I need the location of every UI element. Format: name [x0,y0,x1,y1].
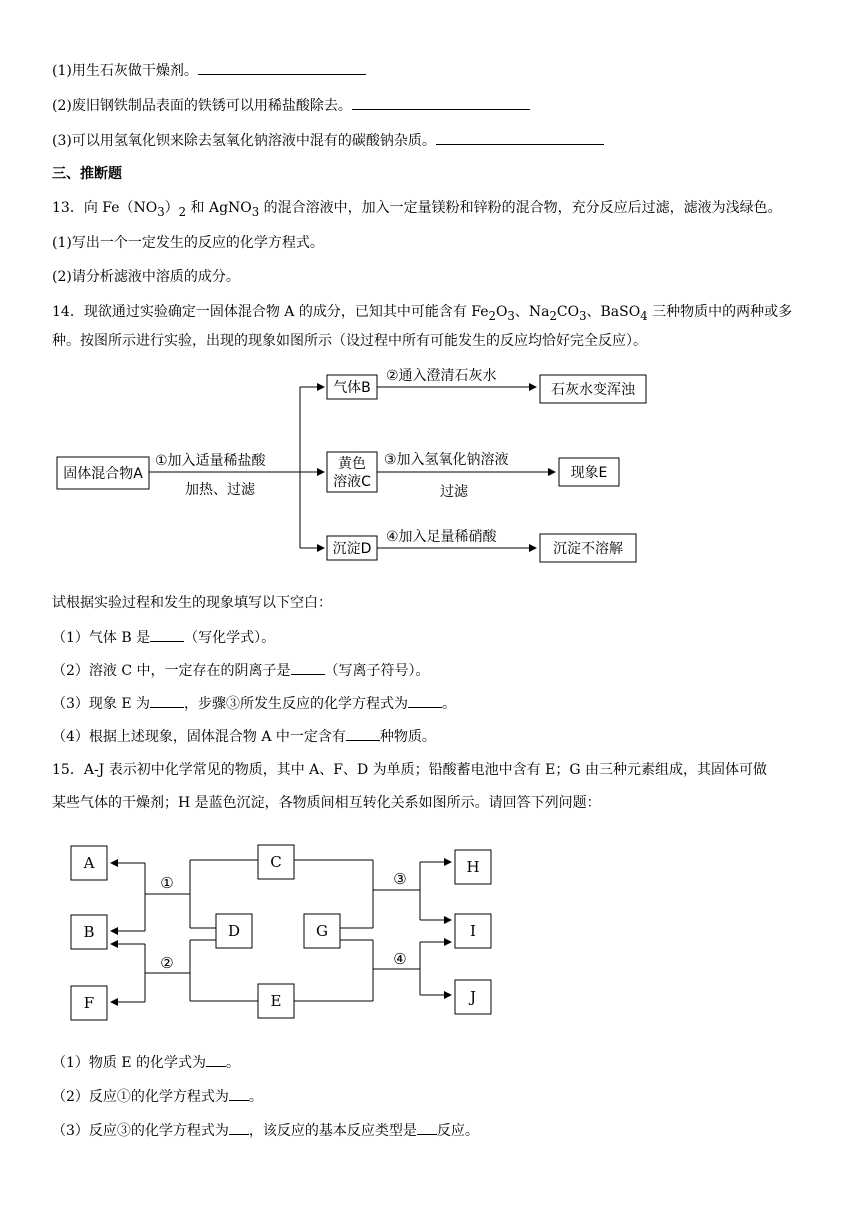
q14-sub-3: （3）现象 E 为 ，步骤③所发生反应的化学方程式为 。 [52,693,456,714]
step-3-label: ③加入氢氧化钠溶液 [384,452,509,468]
svg-text:E: E [270,992,282,1010]
q15-sub-1: （1）物质 E 的化学式为 。 [52,1052,240,1073]
q14-stem-line2: 种。按图所示进行实验，出现的现象如图所示（设过程中所有可能发生的反应均恰好完全反应）。 [52,333,647,349]
svg-text:A: A [83,854,95,872]
section-title: 三、推断题 [52,166,122,182]
answer-blank[interactable] [150,693,184,708]
box-c-label-2: 溶液C [333,474,371,490]
svg-text:J: J [469,988,477,1006]
answer-blank[interactable] [291,660,325,675]
q14-stem-line1: 14．现欲通过实验确定一固体混合物 A 的成分，已知其中可能含有 $Fe_2O_3$、$Na_2CO_3$、BaSO$_4$ 三种物质中的两种或多 [52,304,793,323]
q15-stem-line1: 15．A-J 表示初中化学常见的物质，其中 A、F、D 为单质；铅酸蓄电池中含有 E；G 由三种元素组成，其固体可做 [52,762,767,778]
answer-blank[interactable] [206,1052,226,1067]
result-4-label: 沉淀不溶解 [553,541,623,557]
answer-blank[interactable] [436,130,604,145]
step-1-label: ①加入适量稀盐酸 [155,453,266,469]
q12-item-1-text: (1)用生石灰做干燥剂。 [52,63,198,79]
svg-text:G: G [316,922,328,940]
q13-part-2: (2)请分析滤液中溶质的成分。 [52,269,240,285]
reaction-1-label: ① [160,874,174,892]
result-3-label: 现象E [570,465,608,481]
answer-blank[interactable] [198,60,366,75]
box-d-label: 沉淀D [332,541,372,557]
svg-text:D: D [227,922,241,940]
answer-blank[interactable] [150,627,184,642]
q15-relation-diagram [0,830,860,1040]
q15-sub-2: （2）反应①的化学方程式为 。 [52,1086,263,1107]
q12-item-3 [52,130,604,151]
step-4-label: ④加入足量稀硝酸 [386,529,497,545]
reaction-4-label: ④ [393,950,407,968]
step-3-sublabel: 过滤 [440,484,468,500]
step-2-label: ②通入澄清石灰水 [386,368,497,384]
q15-sub-3: （3）反应③的化学方程式为 ，该反应的基本反应类型是 反应。 [52,1120,479,1141]
answer-blank[interactable] [352,95,530,110]
q14-sub-2: （2）溶液 C 中，一定存在的阴离子是 （写离子符号）。 [52,660,430,681]
q15-stem-line2: 某些气体的干燥剂；H 是蓝色沉淀，各物质间相互转化关系如图所示。请回答下列问题： [52,795,601,811]
reaction-2-label: ② [160,954,174,972]
answer-blank[interactable] [229,1120,249,1135]
svg-text:F: F [83,994,95,1012]
box-b-label: 气体B [333,380,371,396]
q14-sub-4: （4）根据上述现象，固体混合物 A 中一定含有 种物质。 [52,726,436,747]
box-a-label: 固体混合物A [63,466,143,482]
q12-item-2 [52,95,530,116]
reaction-3-label: ③ [393,870,407,888]
answer-blank[interactable] [408,693,442,708]
q14-prompt: 试根据实验过程和发生的现象填写以下空白： [52,595,332,611]
svg-text:H: H [466,858,480,876]
result-2-label: 石灰水变浑浊 [551,382,635,398]
svg-text:I: I [470,922,476,940]
q13-stem: 13．向 $Fe(NO_3)_2$ 和 AgNO$_3$ 的混合溶液中，加入一定量镁粉和锌粉的混合物，充分反应后过滤，滤液为浅绿色。 [52,200,782,219]
step-1-sublabel: 加热、过滤 [185,482,255,498]
q12-item-1 [52,60,366,81]
answer-blank[interactable] [417,1120,437,1135]
q14-sub-1: （1）气体 B 是 （写化学式）。 [52,627,275,648]
q12-item-2-text: (2)废旧钢铁制品表面的铁锈可以用稀盐酸除去。 [52,98,352,114]
q12-item-3-text: (3)可以用氢氧化钡来除去氢氧化钠溶液中混有的碳酸钠杂质。 [52,133,436,149]
answer-blank[interactable] [346,726,380,741]
svg-text:C: C [270,853,282,871]
q13-part-1: (1)写出一个一定发生的反应的化学方程式。 [52,235,324,251]
box-c-label-1: 黄色 [338,456,366,472]
q14-flow-diagram [0,360,860,580]
svg-text:B: B [83,923,95,941]
answer-blank[interactable] [229,1086,249,1101]
